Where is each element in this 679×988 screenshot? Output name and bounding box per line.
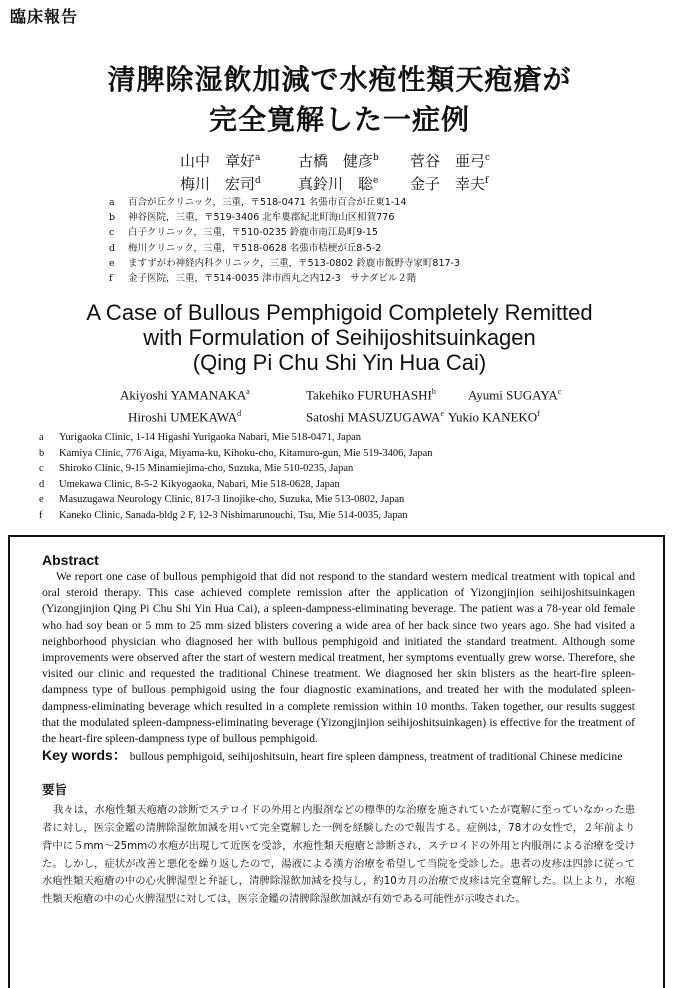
english-author: Akiyoshi YAMANAKA$^a$	[120, 387, 250, 403]
japanese-author: 山中 章好$^a$	[180, 152, 261, 170]
affiliation-item: d 梅川クリニック，三重，〒518-0628 名張市桔梗が丘8-5-2	[109, 242, 382, 254]
abstract-text: We report one case of bullous pemphigoid that did not respond to the standard western medical treatment with topical and oral steroid therapy. This case achieved complete remission after the application of Yizongjinjion seihijoshitsuinkagen (Yizongjinjion Qing Pi Chu Shi Yin Hua Cai), a spleen-dampness-eliminating beverage. The patient was a 78-year old female who had soy bean or 5 mm to 25 mm sized blisters covering a wide area of her back since two years ago. She had visited a neighborhood physician who diagnosed her with bullous pemphigoid and initiated the standard treatment. Although some improvements were observed after the start of western medical treatment, her symptoms eventually grew worse. Therefore, she visited our clinic and requested the traditional Chinese treatment. We diagnosed her skin blisters as the heart-fire spleen-dampness type of bullous pemphigoid using the four diagnostic examinations, and treated her with the modulated spleen-dampness-eliminating beverage which resulted in a complete remission within 10 months. Taken together, our results suggest that the modulated spleen-dampness-eliminating beverage (Yizongjinjion seihijoshitsuinkagen) is effective for the treatment of the heart-fire spleen-dampness type of bullous pemphigoid.	[42, 570, 635, 746]
japanese-author: 真鈴川 聡$^e$	[298, 175, 379, 193]
affiliation-item: f Kaneko Clinic, Sanada-bldg 2 F, 12-3 Nishimarunouchi, Tsu, Mie 514-0035, Japan	[39, 509, 408, 521]
affiliation-item: e ますずがわ神経内科クリニック，三重，〒513-0802 鈴鹿市飯野寺家町817-3	[109, 257, 461, 269]
affiliation-item: d Umekawa Clinic, 8-5-2 Kikyogaoka, Nabari, Mie 518-0628, Japan	[39, 478, 340, 490]
keywords-label: Key words：	[42, 747, 127, 764]
affiliation-item: c Shiroko Clinic, 9-15 Minamiejima-cho, Suzuka, Mie 510-0235, Japan	[39, 463, 354, 474]
affiliation-item: f 金子医院，三重，〒514-0035 津市西丸之内12-3 サナダビル２階	[109, 273, 417, 285]
japanese-author: 梅川 宏司$^d$	[180, 175, 261, 193]
japanese-summary-heading: 要旨	[42, 782, 68, 798]
japanese-title-line-2: 完全寛解した一症例	[208, 103, 470, 136]
section-label: 臨床報告	[10, 7, 79, 26]
english-title-line-2: with Formulation of Seihijoshitsuinkagen	[143, 325, 536, 350]
japanese-affiliations	[109, 195, 629, 286]
english-author: Hiroshi UMEKAWA$^d$	[128, 409, 242, 425]
japanese-author: 菅谷 亜弓$^c$	[410, 152, 491, 170]
japanese-title-line-1: 清脾除湿飲加減で水疱性類天疱瘡が	[107, 63, 572, 96]
japanese-authors	[180, 148, 600, 194]
japanese-summary-text: 我々は，水疱性類天疱瘡の診断でステロイドの外用と内服剤などの標準的な治療を施されていたが寛解に至っていなかった患者に対し，医宗金鑑の清脾除湿飲加減を用いて完全寛解した一例を経験したので報告する。症例は，78才の女性で，２年前より背中に５mm〜25mmの水疱が出現して近医を受診，水疱性類天疱瘡と診断され，ステロイドの外用と内服剤による治療を受けた。しかし，症状が改善と悪化を繰り返したので，湯液による漢方治療を希望して当院を受診した。患者の皮疹は四診に従って水疱性類天疱瘡の中の心火脾湿型と弁証し，清脾除湿飲加減を投与し，約10カ月の治療で皮疹は完全寛解した。以上より，水疱性類天疱瘡の中の心火脾湿型に対しては，医宗金鑑の清脾除湿飲加減が有効である可能性が示唆された。	[42, 804, 635, 906]
affiliation-item: a Yurigaoka Clinic, 1-14 Higashi Yurigaoka Nabari, Mie 518-0471, Japan	[39, 432, 362, 443]
english-author-row	[100, 404, 640, 426]
japanese-author-row	[180, 148, 600, 171]
keywords	[42, 747, 635, 765]
japanese-author: 古橋 健彦$^b$	[298, 152, 379, 170]
japanese-author-row	[180, 171, 600, 194]
english-author: Takehiko FURUHASHI$^b$	[306, 387, 436, 403]
english-author: Yukio KANEKO$^f$	[448, 409, 540, 425]
english-author: Satoshi MASUZUGAWA$^e$	[306, 409, 444, 425]
english-title-line-1: A Case of Bullous Pemphigoid Completely Remitted	[86, 300, 593, 325]
affiliation-item: c 白子クリニック，三重，〒510-0235 鈴鹿市南江島町9-15	[109, 227, 378, 239]
affiliation-item: a 百合が丘クリニック，三重，〒518-0471 名張市百合が丘東1-14	[109, 197, 407, 208]
abstract-heading: Abstract	[42, 552, 99, 568]
keywords-text: bullous pemphigoid, seihijoshitsuin, heart fire spleen dampness, treatment of traditional Chinese medicine	[129, 750, 623, 764]
affiliation-item: b 神谷医院，三重，〒519-3406 北牟婁郡紀北町海山区相賀776	[109, 212, 395, 224]
abstract-box	[8, 535, 665, 988]
english-authors	[100, 382, 640, 427]
english-author-row	[100, 382, 640, 404]
affiliation-item: b Kamiya Clinic, 776 Aiga, Miyama-ku, Kihoku-cho, Kitamuro-gun, Mie 519-3406, Japan	[39, 447, 433, 459]
affiliation-item: e Masuzugawa Neurology Clinic, 817-3 Iinojike-cho, Suzuka, Mie 513-0802, Japan	[39, 494, 405, 505]
english-author: Ayumi SUGAYA$^c$	[468, 387, 562, 403]
english-title-line-3: (Qing Pi Chu Shi Yin Hua Cai)	[192, 350, 487, 375]
japanese-title	[0, 60, 679, 140]
japanese-author: 金子 幸夫$^f$	[410, 175, 489, 193]
english-affiliations	[39, 430, 639, 523]
english-title	[0, 300, 679, 375]
